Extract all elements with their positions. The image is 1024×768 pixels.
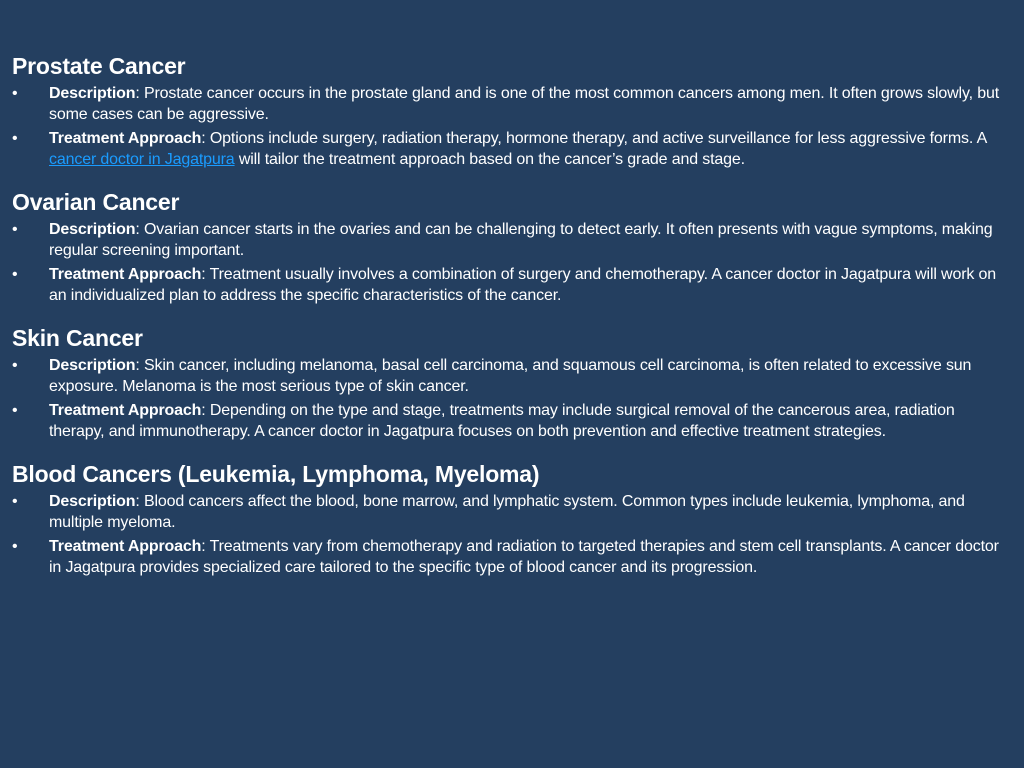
colon: :: [135, 357, 140, 374]
list-item: [12, 265, 1012, 306]
bullet-icon: •: [12, 266, 18, 283]
item-term: Treatment Approach: [49, 266, 202, 283]
list-item: [12, 129, 1012, 170]
item-term: Treatment Approach: [49, 130, 202, 147]
item-text: Treatments vary from chemotherapy and radiation to targeted therapies and stem cell transplants. A cancer doctor in Jagatpura provides specialized care tailored to the specific type of blood cancer and its progression.: [49, 538, 999, 576]
item-term: Treatment Approach: [49, 538, 202, 555]
bullet-icon: •: [12, 402, 18, 419]
bullet-icon: •: [12, 493, 18, 510]
item-text: Options include surgery, radiation therapy, hormone therapy, and active surveillance for less aggressive forms. A: [205, 130, 987, 147]
bullet-list: [12, 220, 1012, 306]
section-title: Skin Cancer: [12, 325, 143, 351]
section-title: Ovarian Cancer: [12, 189, 180, 215]
bullet-icon: •: [12, 85, 18, 102]
item-text: Treatment usually involves a combination of surgery and chemotherapy. A cancer doctor in Jagatpura will work on an individualized plan to address the specific characteristics of the cancer.: [49, 266, 997, 304]
bullet-list: [12, 84, 1012, 170]
section-skin-cancer: [12, 324, 1012, 442]
list-item: [12, 356, 1012, 397]
colon: :: [135, 85, 140, 102]
list-item: [12, 220, 1012, 261]
bullet-list: [12, 492, 1012, 578]
item-text: will tailor the treatment approach based on the cancer’s grade and stage.: [234, 150, 745, 168]
list-item: [12, 537, 1012, 578]
section-blood-cancers: [12, 460, 1012, 578]
section-title: Blood Cancers (Leukemia, Lymphoma, Myeloma): [12, 461, 540, 487]
colon: :: [135, 493, 140, 510]
list-item: [12, 401, 1012, 442]
bullet-list: [12, 356, 1012, 442]
section-prostate-cancer: [12, 52, 1012, 170]
item-term: Description: [49, 357, 136, 374]
item-text: Blood cancers affect the blood, bone marrow, and lymphatic system. Common types include leukemia, lymphoma, and multiple myeloma.: [49, 493, 965, 531]
cancer-doctor-link[interactable]: cancer doctor in Jagatpura: [49, 150, 235, 168]
bullet-icon: •: [12, 130, 18, 147]
item-text: Ovarian cancer starts in the ovaries and can be challenging to detect early. It often presents with vague symptoms, making regular screening important.: [49, 221, 993, 259]
item-text: Skin cancer, including melanoma, basal cell carcinoma, and squamous cell carcinoma, is often related to excessive sun exposure. Melanoma is the most serious type of skin cancer.: [49, 357, 972, 395]
colon: :: [201, 130, 206, 147]
item-term: Description: [49, 221, 136, 238]
colon: :: [135, 221, 140, 238]
section-title: Prostate Cancer: [12, 53, 186, 79]
colon: :: [201, 266, 206, 283]
section-ovarian-cancer: [12, 188, 1012, 306]
list-item: [12, 84, 1012, 125]
item-term: Treatment Approach: [49, 402, 202, 419]
list-item: [12, 492, 1012, 533]
item-text: Depending on the type and stage, treatments may include surgical removal of the cancerous area, radiation therapy, and immunotherapy. A cancer doctor in Jagatpura focuses on both prevention and effective treatment strategies.: [49, 402, 955, 440]
bullet-icon: •: [12, 357, 18, 374]
colon: :: [201, 402, 206, 419]
item-text: Prostate cancer occurs in the prostate gland and is one of the most common cancers among men. It often grows slowly, but some cases can be aggressive.: [49, 85, 999, 123]
item-term: Description: [49, 493, 136, 510]
item-term: Description: [49, 85, 136, 102]
colon: :: [201, 538, 206, 555]
bullet-icon: •: [12, 221, 18, 238]
bullet-icon: •: [12, 538, 18, 555]
